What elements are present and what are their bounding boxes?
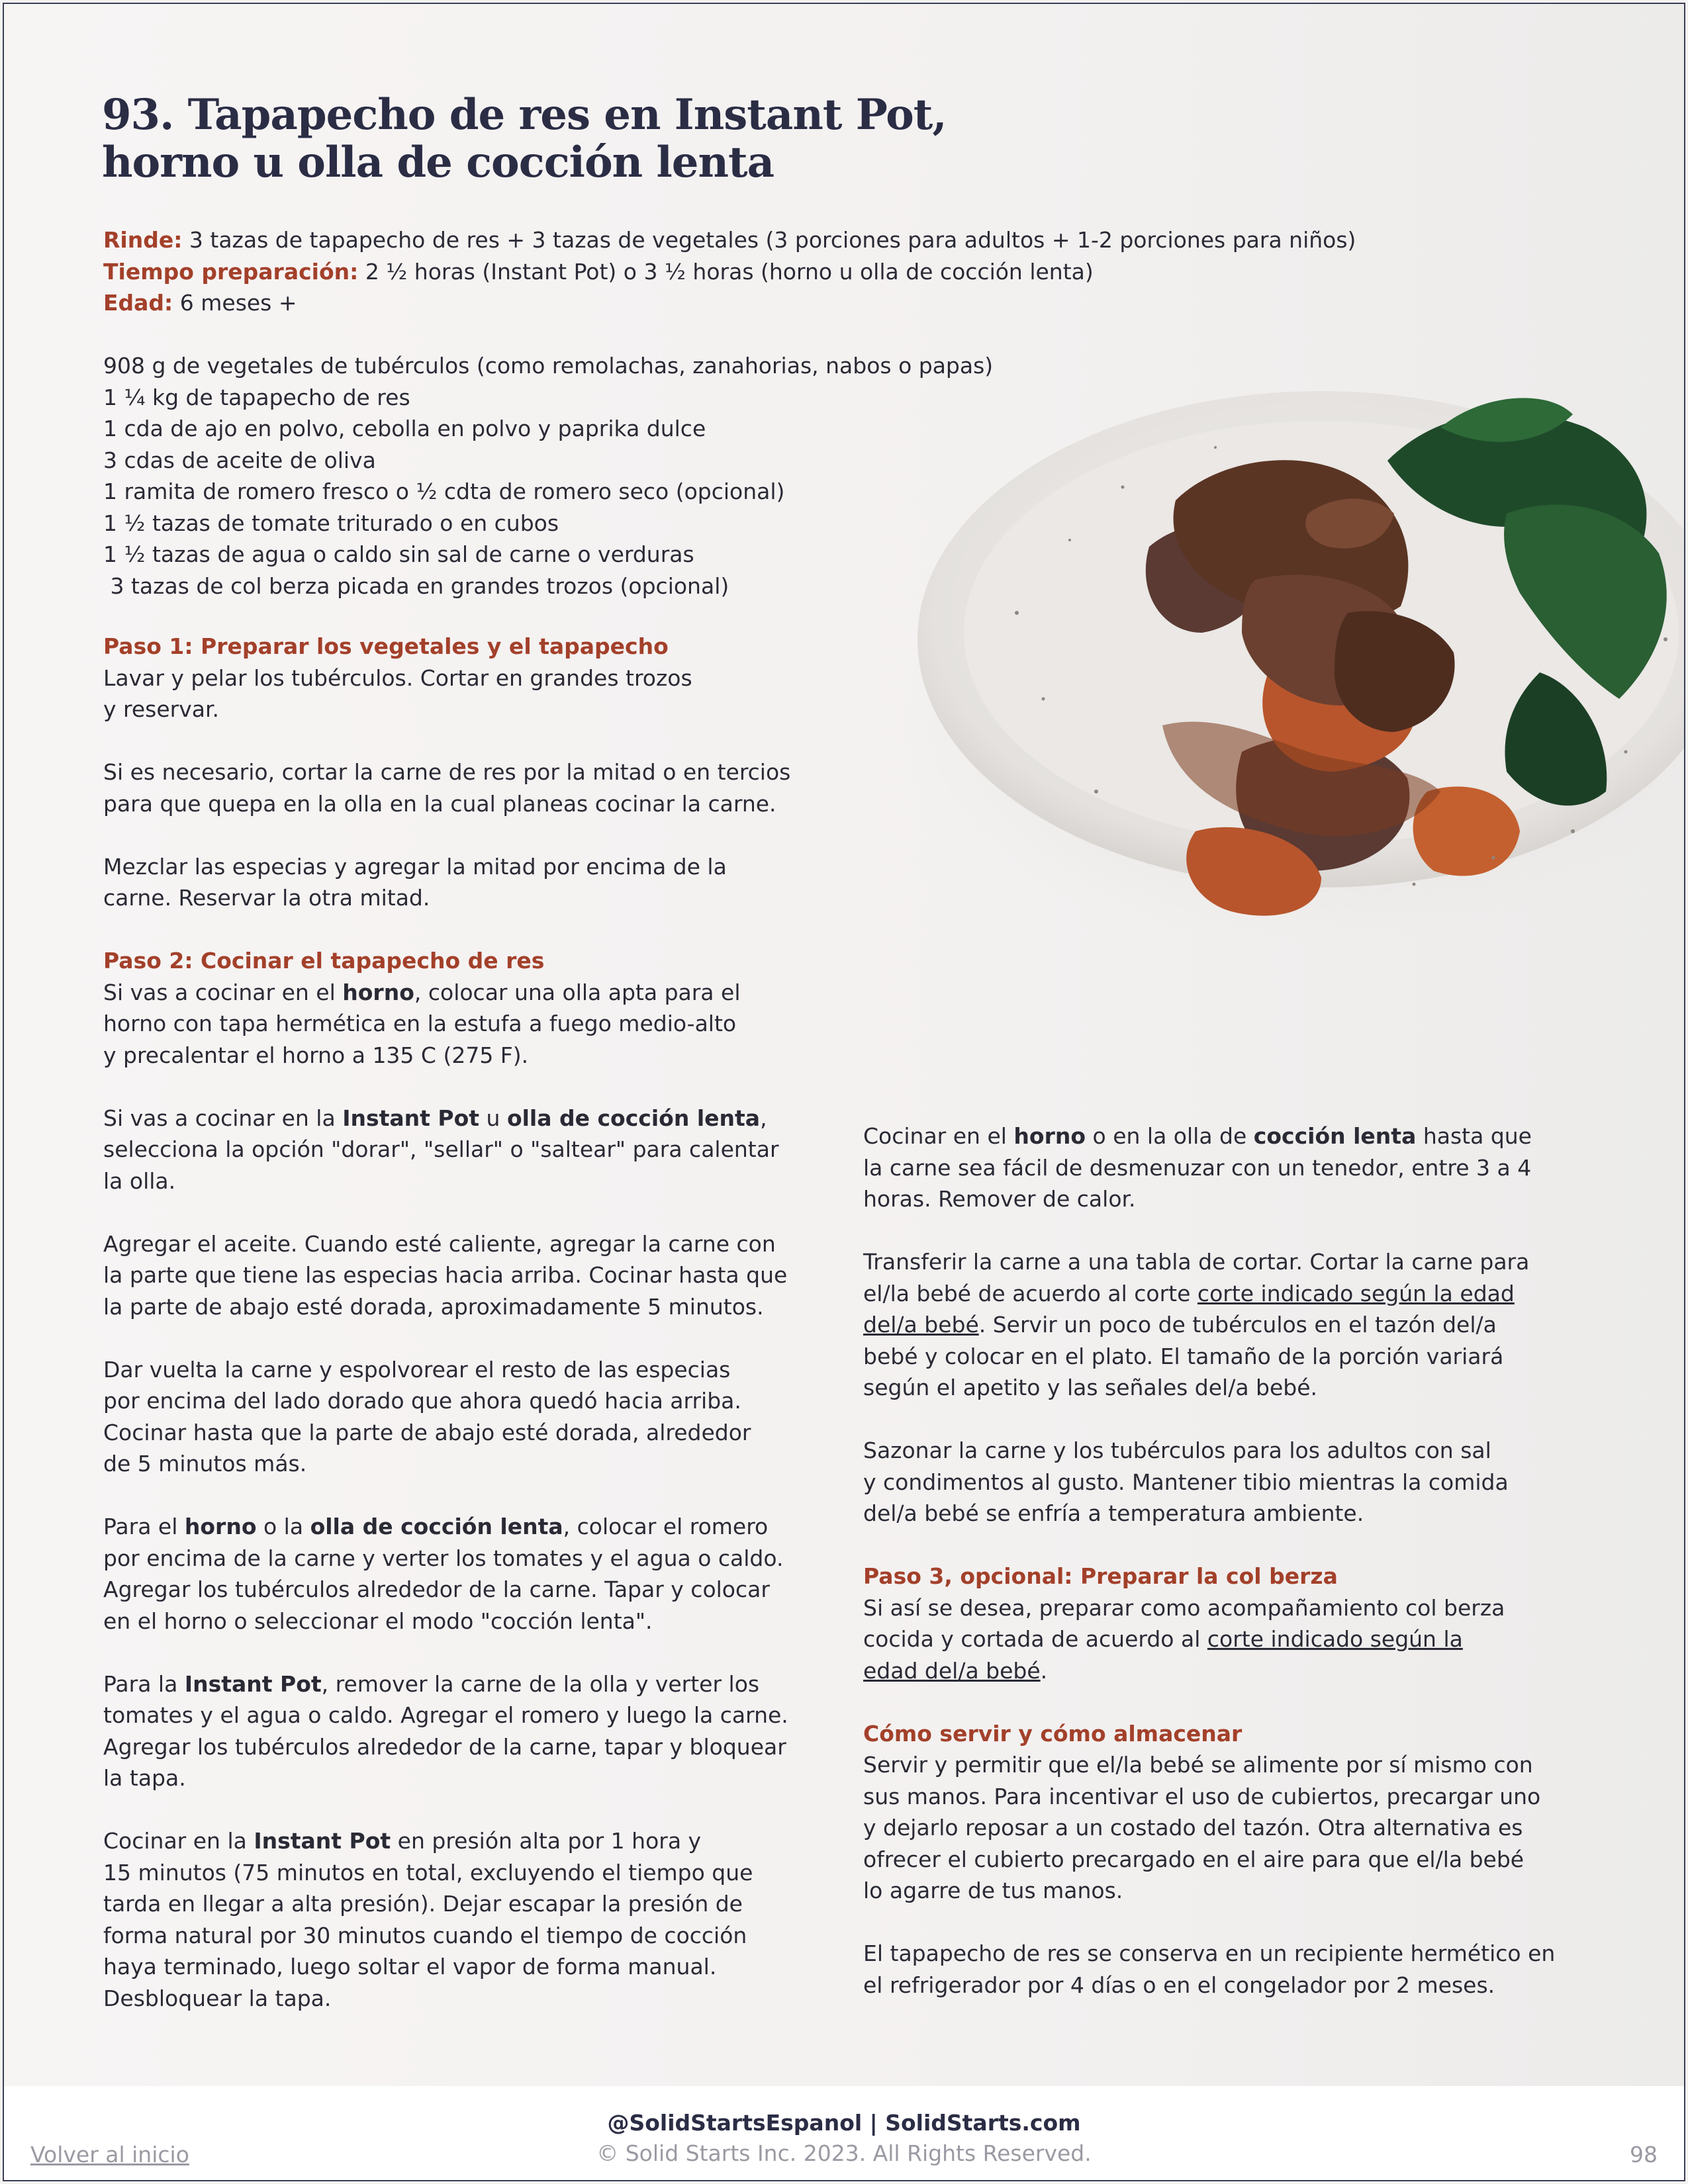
step-2-paragraph — [103, 1511, 831, 1637]
food-photo — [845, 328, 1685, 990]
text-line: la parte de abajo esté dorada, aproximadamente 5 minutos. — [103, 1293, 764, 1320]
text-line: para que quepa en la olla en la cual planeas cocinar la carne. — [103, 790, 776, 817]
page-footer — [4, 2086, 1684, 2181]
text-line: forma natural por 30 minutos cuando el tiempo de cocción — [103, 1922, 747, 1948]
step-1-paragraph — [103, 662, 831, 725]
bold-text: horno — [184, 1514, 257, 1539]
recipe-meta — [103, 224, 1560, 319]
text-line: carne. Reservar la otra mitad. — [103, 885, 430, 911]
step-2-continued — [863, 1120, 1605, 1215]
age-row — [103, 287, 1560, 319]
serve-paragraph — [863, 1749, 1605, 1907]
text-line: Dar vuelta la carne y espolvorear el resto de las especias — [103, 1356, 731, 1383]
text-line: la tapa. — [103, 1765, 186, 1791]
text-line: Si es necesario, cortar la carne de res por la mitad o en tercios — [103, 759, 791, 785]
text-line: la olla. — [103, 1167, 176, 1194]
text-line: el refrigerador por 4 días o en el congelador por 2 meses. — [863, 1972, 1495, 1998]
step-2-heading: Paso 2: Cocinar el tapapecho de res — [103, 948, 545, 974]
title-line-1: 93. Tapapecho de res en Instant Pot, — [102, 90, 947, 140]
text-line: y dejarlo reposar a un costado del tazón. Otra alternativa es — [863, 1815, 1523, 1841]
text: Para la — [103, 1670, 185, 1697]
text-line: la parte que tiene las especias hacia arriba. Cocinar hasta que — [103, 1262, 788, 1288]
page-number: 98 — [1630, 2142, 1658, 2167]
cut-by-age-link[interactable]: corte indicado según la — [1207, 1626, 1463, 1652]
step-2-continued — [863, 1435, 1605, 1529]
cut-by-age-link[interactable]: corte indicado según la edad — [1197, 1280, 1515, 1306]
yield-value: 3 tazas de tapapecho de res + 3 tazas de vegetales (3 porciones para adultos + 1-2 porciones para niños) — [182, 227, 1356, 253]
text-line: haya terminado, luego soltar el vapor de forma manual. — [103, 1954, 717, 1979]
bold-text: horno — [1013, 1123, 1086, 1149]
text-line: horas. Remover de calor. — [863, 1186, 1136, 1212]
right-column — [863, 1120, 1605, 2032]
step-2-paragraph — [103, 1668, 831, 1794]
text: Cocinar en el — [863, 1123, 1014, 1149]
text: , — [760, 1105, 767, 1131]
text-line: sus manos. Para incentivar el uso de cubiertos, precargar uno — [863, 1783, 1541, 1809]
text-line: 15 minutos (75 minutos en total, excluyendo el tiempo que — [103, 1859, 753, 1886]
text-line: Servir y permitir que el/la bebé se alimente por sí mismo con — [863, 1752, 1533, 1778]
text-line: del/a bebé se enfría a temperatura ambiente. — [863, 1500, 1364, 1526]
text: o en la olla de — [1086, 1123, 1254, 1149]
ingredient-item: 3 tazas de col berza picada en grandes trozos (opcional) — [103, 572, 729, 599]
text-line: Si así se desea, preparar como acompañamiento col berza — [863, 1594, 1505, 1621]
step-2-continued — [863, 1246, 1605, 1404]
text-line: selecciona la opción "dorar", "sellar" o "saltear" para calentar — [103, 1136, 779, 1162]
ingredient-item: 908 g de vegetales de tubérculos (como remolachas, zanahorias, nabos o papas) — [103, 353, 994, 379]
text-line: Desbloquear la tapa. — [103, 1985, 332, 2011]
ingredient-item: 1 ½ tazas de tomate triturado o en cubos — [103, 510, 559, 536]
social-handles: @SolidStartsEspanol | SolidStarts.com — [607, 2110, 1081, 2136]
bold-text: olla de cocción lenta — [310, 1514, 563, 1539]
cut-by-age-link-continued[interactable]: del/a bebé — [863, 1312, 979, 1338]
text: o la — [256, 1514, 310, 1539]
time-row — [103, 256, 1560, 288]
text-line: Sazonar la carne y los tubérculos para los adultos con sal — [863, 1437, 1491, 1463]
step-2-paragraph — [103, 1354, 831, 1480]
step-1-paragraph — [103, 756, 831, 819]
back-to-top-link[interactable]: Volver al inicio — [30, 2142, 189, 2167]
text-line: Agregar el aceite. Cuando esté caliente, agregar la carne con — [103, 1230, 776, 1257]
yield-label: Rinde: — [103, 227, 183, 253]
text-line: Mezclar las especias y agregar la mitad por encima de la — [103, 853, 727, 880]
storage-paragraph — [863, 1938, 1605, 2001]
bold-text: Instant Pot — [342, 1105, 480, 1131]
text-line: Agregar los tubérculos alrededor de la carne, tapar y bloquear — [103, 1733, 786, 1760]
step-2-paragraph — [103, 977, 831, 1071]
text: el/la bebé de acuerdo al corte — [863, 1280, 1197, 1306]
text-line: tarda en llegar a alta presión). Dejar escapar la presión de — [103, 1891, 743, 1917]
bold-text: horno — [342, 979, 414, 1005]
text: , colocar una olla apta para el — [414, 979, 741, 1005]
copyright: © Solid Starts Inc. 2023. All Rights Reserved. — [596, 2140, 1092, 2166]
text-line: y condimentos al gusto. Mantener tibio mientras la comida — [863, 1469, 1509, 1495]
text: , colocar el romero — [563, 1514, 769, 1539]
yield-row — [103, 224, 1560, 256]
text: cocida y cortada de acuerdo al — [863, 1626, 1207, 1652]
text-line: por encima del lado dorado que ahora quedó hacia arriba. — [103, 1388, 741, 1414]
time-value: 2 ½ horas (Instant Pot) o 3 ½ horas (horno u olla de cocción lenta) — [358, 258, 1094, 285]
step-1-heading: Paso 1: Preparar los vegetales y el tapapecho — [103, 633, 669, 659]
text-line: tomates y el agua o caldo. Agregar el romero y luego la carne. — [103, 1702, 788, 1728]
text-line: y reservar. — [103, 696, 220, 722]
text-line: Lavar y pelar los tubérculos. Cortar en grandes trozos — [103, 664, 692, 691]
text-line: de 5 minutos más. — [103, 1451, 307, 1477]
step-2-paragraph — [103, 1103, 831, 1197]
text: Si vas a cocinar en el — [103, 979, 343, 1005]
age-label: Edad: — [103, 290, 173, 316]
text: , remover la carne de la olla y verter los — [321, 1670, 760, 1697]
text: . — [1040, 1657, 1048, 1684]
text-line: la carne sea fácil de desmenuzar con un tenedor, entre 3 a 4 — [863, 1154, 1532, 1181]
text: hasta que — [1416, 1123, 1532, 1149]
text-line: por encima de la carne y verter los tomates y el agua o caldo. — [103, 1545, 784, 1571]
ingredient-item: 1 ramita de romero fresco o ½ cdta de romero seco (opcional) — [103, 478, 785, 504]
text-line: según el apetito y las señales del/a bebé. — [863, 1375, 1318, 1400]
serve-store-heading: Cómo servir y cómo almacenar — [863, 1720, 1243, 1747]
text-line: Agregar los tubérculos alrededor de la carne. Tapar y colocar — [103, 1576, 770, 1602]
text: . Servir un poco de tubérculos en el tazón del/a — [978, 1312, 1497, 1338]
text: en presión alta por 1 hora y — [391, 1828, 702, 1854]
bold-text: cocción lenta — [1253, 1123, 1417, 1149]
age-value: 6 meses + — [173, 290, 297, 316]
text-line: y precalentar el horno a 135 C (275 F). — [103, 1042, 529, 1068]
text-line: en el horno o seleccionar el modo "cocción lenta". — [103, 1608, 653, 1634]
text: Si vas a cocinar en la — [103, 1105, 343, 1131]
text-line: Cocinar hasta que la parte de abajo esté dorada, alrededor — [103, 1419, 751, 1445]
text-line: El tapapecho de res se conserva en un recipiente hermético en — [863, 1940, 1556, 1966]
ingredient-item: 3 cdas de aceite de oliva — [103, 447, 376, 473]
ingredient-item: 1 cda de ajo en polvo, cebolla en polvo y paprika dulce — [103, 416, 706, 441]
ingredient-item: 1 ½ tazas de agua o caldo sin sal de carne o verduras — [103, 541, 694, 567]
step-3-heading: Paso 3, opcional: Preparar la col berza — [863, 1563, 1338, 1589]
text-line: horno con tapa hermética en la estufa a fuego medio-alto — [103, 1011, 737, 1036]
page — [3, 3, 1685, 2181]
text: u — [479, 1105, 507, 1131]
text-line: lo agarre de tus manos. — [863, 1878, 1123, 1903]
recipe-title — [102, 91, 1029, 186]
step-1-paragraph — [103, 851, 831, 914]
bold-text: olla de cocción lenta — [506, 1105, 761, 1131]
left-column — [103, 631, 831, 2046]
step-2-paragraph — [103, 1825, 831, 2014]
cut-by-age-link-continued[interactable]: edad del/a bebé — [863, 1657, 1041, 1684]
step-3-paragraph — [863, 1592, 1605, 1687]
bold-text: Instant Pot — [254, 1828, 391, 1854]
time-label: Tiempo preparación: — [103, 258, 359, 285]
bold-text: Instant Pot — [184, 1670, 322, 1697]
step-2-paragraph — [103, 1228, 831, 1323]
text-line: bebé y colocar en el plato. El tamaño de la porción variará — [863, 1343, 1504, 1369]
text: Para el — [103, 1514, 185, 1539]
text-line: Transferir la carne a una tabla de cortar. Cortar la carne para — [863, 1249, 1530, 1275]
title-line-2: horno u olla de cocción lenta — [102, 137, 774, 187]
ingredient-item: 1 ¼ kg de tapapecho de res — [103, 384, 410, 410]
text-line: ofrecer el cubierto precargado en el aire para que el/la bebé — [863, 1846, 1524, 1872]
text: Cocinar en la — [103, 1828, 254, 1854]
